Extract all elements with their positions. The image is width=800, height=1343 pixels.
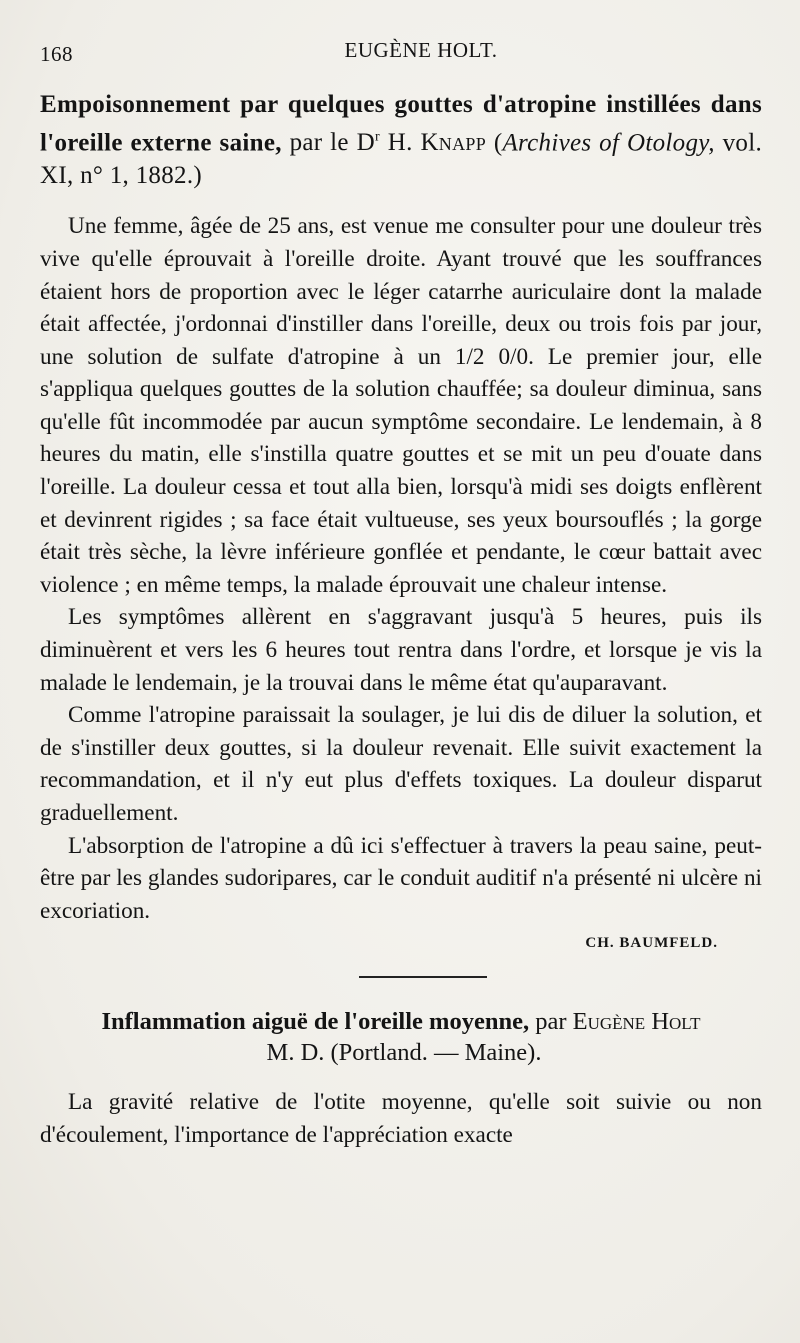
dr-superscript: r xyxy=(374,130,380,145)
second-title-bold: Inflammation aiguë de l'oreille moyenne, xyxy=(101,1008,530,1036)
journal-name: Archives of Otology, xyxy=(502,129,715,157)
page-number: 168 xyxy=(40,42,73,66)
body-paragraph: La gravité relative de l'otite moyenne, qu'elle soit suivie ou non d'écoulement, l'importance de l'appréciation exacte xyxy=(40,1089,762,1148)
author-initial: H. xyxy=(387,129,413,157)
body-paragraph: Une femme, âgée de 25 ans, est venue me consulter pour une douleur très vive qu'elle éprouvait à l'oreille droite. Ayant trouvé que les souffrances étaient hors de proportion avec le léger catarrhe auriculaire dont la malade était affectée, j'ordonnai d'instiller dans l'oreille, deux ou trois fois par jour, une solution de sulfate d'atropine à un 1/2 0/0. Le premier jour, elle s'appliqua quelques gouttes de la solution chauffée; sa douleur diminua, sans qu'elle fût incommodée par aucun symptôme secondaire. Le lendemain, à 8 heures du matin, elle s'instilla quatre gouttes et se mit un peu d'ouate dans l'oreille. La douleur cessa et tout alla bien, lorsqu'à midi ses doigts enflèrent et devinrent rigides ; sa face était vultueuse, ses yeux boursouflés ; la gorge était très sèche, la lèvre inférieure gonflée et pendante, le cœur battait avec violence ; en même temps, la malade éprouvait une chaleur intense. xyxy=(40,213,762,598)
body-paragraph: Comme l'atropine paraissait la soulager, je lui dis de diluer la solution, et de s'instiller deux gouttes, si la douleur revenait. Elle suivit exactement la recommandation, et il n'y eut plus d'effets toxiques. La douleur disparut graduellement. xyxy=(40,702,762,827)
second-title-affiliation: M. D. (Portland. — Maine). xyxy=(266,1039,542,1067)
second-title-author: Eugène Holt xyxy=(572,1008,701,1036)
second-article-title xyxy=(40,1006,762,1068)
section-divider xyxy=(359,976,487,978)
running-title: EUGÈNE HOLT. xyxy=(344,38,498,62)
body-paragraph: L'absorption de l'atropine a dû ici s'effectuer à travers la peau saine, peut-être par les glandes sudoripares, car le conduit auditif n'a présenté ni ulcère ni excoriation. xyxy=(40,832,762,924)
second-title-by: par xyxy=(535,1008,567,1036)
citation-details: vol. XI, n° 1, 1882.) xyxy=(40,129,763,190)
body-paragraph: Les symptômes allèrent en s'aggravant jusqu'à 5 heures, puis ils diminuèrent et vers les 6 heures tout rentra dans l'ordre, et lorsque je vis la malade le lendemain, je la trouvai dans le même état qu'auparavant. xyxy=(40,604,762,696)
author-name: Knapp xyxy=(420,129,487,157)
article-title-bold: Empoisonnement par quelques gouttes d'atropine instillées dans l'oreille externe saine, xyxy=(40,91,762,157)
article-title-byline: par le $D^r$ H. Knapp xyxy=(289,129,487,157)
article-signature: CH. BAUMFELD. xyxy=(585,935,718,952)
citation: (Archives of Otology, vol. XI, n° 1, 1882.) xyxy=(40,129,763,190)
article-title xyxy=(40,88,762,192)
running-header xyxy=(40,36,762,70)
